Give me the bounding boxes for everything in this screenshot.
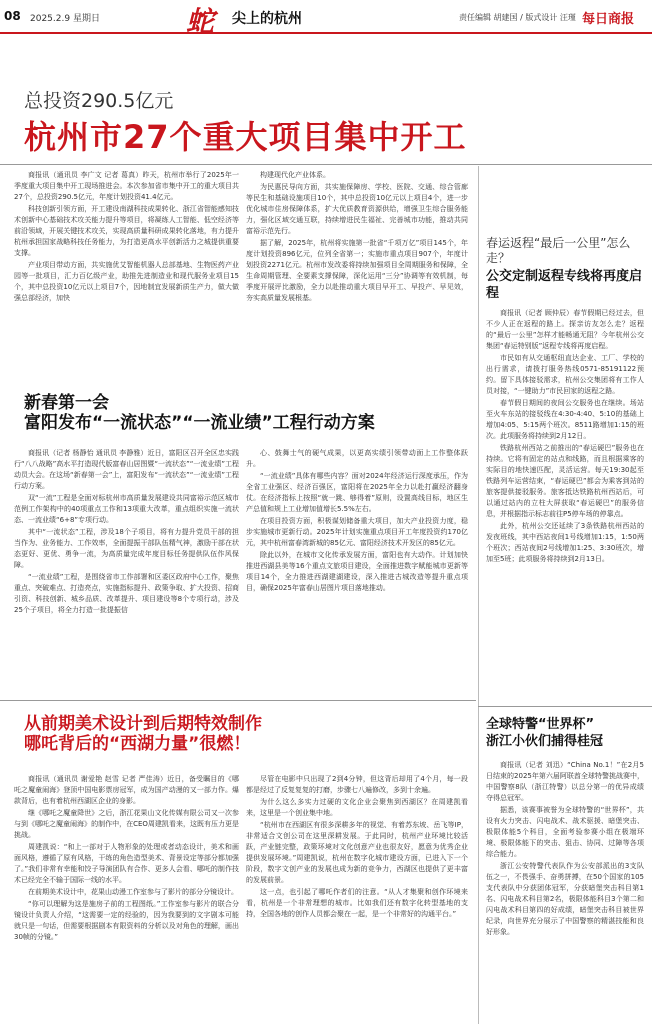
paragraph: 为民惠民导向方面，共实施保障房、学校、医院、交通、综合管廊等民生和基础设施项目10个，其中总投资10亿元以上项目4个，进一步优化城市住房保障体系，扩大优质教育资源供给，增强卫生综合服务能力，强化区域交通互联，持续增进民生福祉、完善城市功能，推动共同富裕示范先行。 xyxy=(246,183,468,235)
story3-column-1 xyxy=(14,774,239,1020)
paragraph: “杭州市在西湖区有很多深耕多年的视觉、有着苏东坡、岳飞等IP，非常适合文创公司在这里深耕发展。于此同时，杭州产业环境比较活跃，产业链完整，政策环境对文化创意产业也很友好，愿意为优秀企业提供发展环境。”周建凯说，杭州在数字化城市建设方面，已进入下一个阶段，数字文创产业的发展也成为新的竞争力，西湖区也提供了更丰富的发展前景。 xyxy=(246,821,468,884)
editor-credit: 责任编辑 胡建国 / 版式设计 汪瑾 xyxy=(459,13,576,22)
sidebar2-column xyxy=(486,760,644,1020)
sidebar2-headline xyxy=(486,716,646,750)
issue-date: 2025.2.9 星期日 xyxy=(30,14,100,24)
paragraph: 除此以外，在城市文化传承发展方面，富阳也有大动作。计划加快推进西湖县美等16个重点文旅项目建设，全面推进数字赋能城市更新等项目14个，全力推进西湖建湖建设，深入推进古城改造等提升重点项目，确保2025年富春山居图片项目落地推动。 xyxy=(246,551,468,592)
paragraph: 周建凯说：“和上一部对于人物形象的处理或者动态设计，美术和画面风格，遵循了原有风格，干练的角色造型美术、背景设定等部分都加强了。”我们非常有幸能和饺子导演团队有合作、更多人会看、哪吒的制作技术已经完全不输于国际一线的水平。 xyxy=(14,843,239,884)
sidebar1-column xyxy=(486,308,644,708)
paragraph: 产业项目带动方面，共实施优艾智能机器人总部基地、生物医药产业园等一批项目，汇力百亿级产业，助推先进制造业和现代服务业项目15个，其中总投资10亿元以上项目7个，因地制宜发展新质生产力，做大做强总部经济，加快 xyxy=(14,261,239,302)
paragraph: “一流业绩”具体有哪些内容？面对2024年经济运行深度承压，作为全省工业强区、经济百强区，富阳将在2025年全力以赴打赢经济翻身仗。在经济指标上按照“就一跳、够得着”原则，设置高线目标，地区生产总值和规上工业增加值增长5.5%左右。 xyxy=(246,472,468,513)
paper-name: 每日商报 xyxy=(582,12,635,27)
paragraph: 为什么这么多实力过硬的文化企业会聚焦到西湖区？在周建凯看来，这里是一个创业集中地。 xyxy=(246,798,468,817)
paragraph: 这一点，也引起了哪吒作者们的注意。“从人才集聚和创作环境来看，杭州是一个非常理想的城市。比如我们还有数字化转型基地的支持，全国各地的创作人员都会聚在一起，是一个非常好的沟通平台。” xyxy=(246,888,468,918)
paragraph: 商报讯（记者 刘迅）“China No.1！”在2月5日结束的2025年第六届阿联酋全球特警挑战赛中，中国警察8队（浙江特警）以总分第一的优异成绩夺得总冠军。 xyxy=(486,761,644,802)
story3-column-2 xyxy=(246,774,468,1020)
story1-subhead: 总投资290.5亿元 xyxy=(24,90,174,112)
paragraph: 在项目投资方面，积极谋划储备重大项目，加大产业投资力度，稳步实施城市更新行动。2025年计划实施重点项目开工年度投资约170亿元，其中杭州富春湾新城的85亿元、富阳经济技术开发区的85亿元。 xyxy=(246,517,468,547)
sidebar1-pre-headline: 春运返程“最后一公里”怎么走？ xyxy=(486,236,631,265)
story1-headline: 杭州市27个重大项目集中开工 xyxy=(24,118,467,156)
paragraph: 构建现代化产业体系。 xyxy=(260,171,330,179)
paragraph: 其中“一流状态”工程，涉及18个子项目，将有力提升党员干部的担当作为、业务能力、工作效率，全面提振干部队伍精气神，激励干部在状态更好、更优、勇争一流，为高质量完成年度目标任务提供队伍作风保障。 xyxy=(14,528,239,569)
story3-headline-line2: 哪吒背后的“西湖力量”很燃！ xyxy=(24,734,251,754)
paragraph: 据悉，该赛事被誉为全球特警的“世界杯”，共设有火力突击、闪电战术、战术驱援、暗堡突击、极限体能5个科目，全面考验参赛小组在极端环境、极限体能下的突击、狙击、协同、过障等各项综合能力。 xyxy=(486,806,644,858)
sidebar2-headline-line1: 全球特警“世界杯” xyxy=(486,717,595,732)
section-title: 尖上的杭州 xyxy=(232,11,302,27)
paragraph: 商报讯（通讯员 李广文 记者 葛真）昨天，杭州市举行了2025年一季度重大项目集中开工现场推进会。本次参加省市集中开工的重大项目共27个，总投资290.5亿元，年度计划投资41.4亿元。 xyxy=(14,171,239,201)
paragraph: 商报讯（通讯员 谢爱艳 赵雪 记者 严佳涛）近日，备受瞩目的《哪吒之魔童闹海》登顶中国电影票房冠军，成为国产动漫的又一部力作。爆款背后，也有着杭州西湖区企业的身影。 xyxy=(14,775,239,805)
story1-column-2 xyxy=(246,170,468,378)
sidebar-divider xyxy=(478,166,479,1024)
story2-column-2 xyxy=(246,448,468,680)
paragraph: 在前期美术设计中，花果山动漫工作室参与了影片的部分分镜设计。 xyxy=(28,888,238,896)
divider xyxy=(478,706,652,707)
paragraph: 心、鼓舞士气的硬气成果，以更高实绩引领带动面上工作整体跃升。 xyxy=(246,449,468,468)
page-number: 08 xyxy=(4,9,21,23)
story2-headline-line2: 富阳发布“一流状态”“一流业绩”工程行动方案 xyxy=(24,413,375,433)
paragraph: 此外，杭州公交还延续了3条铁路杭州西站的发夜班线，其中西站夜间1号线增加1:15，1:50两个班次；西站夜间2号线增加1:25、3:30班次，增加至5班；此项服务将持续到2月13日。 xyxy=(486,522,644,563)
paragraph: 铁路杭州西站之前推出的“春运硬巴”服务也在持续。它将有固定的站点和线路，而且根据乘客的实际目的地快速匹配，灵活运营。每天19:30起至铁路列车运营结束，“春运硬巴”都会为乘客到站的旅客提供接驳服务。旅客抵达铁路杭州西站后，可以通过站内的立柱大屏获取“春运硬巴”的服务信息，并根据指示标志前往P5停车场的停靠点。 xyxy=(486,444,644,518)
paragraph: 市民如有从交通枢纽直达企业、工厂、学校的出行需求，请拨打服务热线0571-85191122预约。留下具体接驳需求，杭州公交集团将有工作人员对接，“一键助力”市民回家的返程之路。 xyxy=(486,354,644,395)
story1-column-1 xyxy=(14,170,239,378)
paragraph: “你可以理解为这是施房子前的工程图纸。”工作室参与影片的联合分镜设计负责人介绍，“这需要一定的经验的，因为我要到的文字剧本可能就只是一句话，但需要根据剧本有限资料的分析以及对角色的理解，画出30帧的分镜。” xyxy=(14,900,239,941)
paragraph: 科技创新引领方面，开工建设南湖科技成果转化、浙江省智能感知技术创新中心基础技术攻关能力提升等项目，将凝练人工智能、低空经济等前沿领域，开展关键技术攻关，实现高质量科研成果转化落地，有力提升杭州承担国家战略科技任务能力，为打造更高水平创新活力之城提供重要支撑。 xyxy=(14,205,239,257)
paragraph: “一流业绩”工程，是围绕省市工作部署和区委区政府中心工作，聚焦重点、突破难点、打造亮点，实施指标提升、政策争取、扩大投资、招商引资、科技创新、城乡品质、改革提升、项目建设等8个专项行动，涉及25个子项目，将全力打造一批提振信 xyxy=(14,573,239,614)
section-logo-char: 蛇 xyxy=(186,5,214,38)
paragraph: 商报讯（记者 杨静怡 通讯员 李静雅）近日，富阳区召开全区忠实践行“八八战略”高水平打造现代版富春山居图暨“一流状态”“一流业绩”工程动员大会。在这场“新春第一会”上，富阳发布“一流状态”“一流业绩”工程行动方案。 xyxy=(14,449,239,490)
sidebar1-headline: 公交定制返程专线将再度启程 xyxy=(486,269,643,301)
sidebar2-headline-line2: 浙江小伙们捕得桂冠 xyxy=(486,734,604,749)
paragraph: 商报讯（记者 顾仲辰）春节假期已经过去，但不少人正在返程的路上。探亲访友怎么走？返程的“最后一公里”怎样才能畅通无阻？今年杭州公交集团“春运特别版”返程专线将再度启程。 xyxy=(486,309,644,350)
paragraph: 继《哪吒之魔童降世》之后，浙江花果山文化传媒有限公司又一次参与到《哪吒之魔童闹海》的制作中，在CEO周建凯看来，这既有压力更是挑战。 xyxy=(14,809,239,839)
masthead xyxy=(0,0,652,38)
paragraph: 尽管在电影中只出现了2到4分钟，但这背后却用了4个月，每一段都是经过了反复复复的打磨，步骤七八遍修改，多到十余遍。 xyxy=(246,775,468,794)
story2-column-1 xyxy=(14,448,239,680)
paragraph: 春节假日期间的夜间公交服务也在继续。场站至火车东站的接驳线在4:30-4:40、5:10的基础上增加4:05、5:15两个班次。8511路增加1:15的班次。此项服务将持续到2月12日。 xyxy=(486,399,644,440)
paragraph: 浙江公安特警代表队作为公安部派出的3支队伍之一，不畏强手、奋勇拼搏，在50个国家的105支代表队中分获团体冠军，分获暗堡突击科目第1名、闪电战术科目第2名，极限体能科目3个第二和闪电战术科目第四的好成绩，暗堡突击科目被世界纪录，向世界充分展示了中国警察的精湛技能和良好形象。 xyxy=(486,862,644,936)
divider xyxy=(0,164,652,165)
story3-headline-line1: 从前期美术设计到后期特效制作 xyxy=(24,714,262,734)
paragraph: 据了解，2025年，杭州将实施第一批省“千项万亿”项目145个，年度计划投资896亿元，位列全省第一；实施市重点项目907个，年度计划投资2271亿元。杭州市发改委将持续加强项目全周期服务和保障，全生命周期管理、全要素支撑保障，深化运用“三分”协调等有效机制，每季度开展评比激励，全力以赴推动重大项目早开工、早投产、早见效，夯实高质量发展根基。 xyxy=(246,239,468,302)
story2-headline-line1: 新春第一会 xyxy=(24,393,109,413)
paragraph: 双“一流”工程是全面对标杭州市高质量发展建设共同富裕示范区城市范例工作架构中的40项重点工作和13项重大改革，重点组织实施一流状态、一流业绩“6+8”专项行动。 xyxy=(14,494,239,524)
divider xyxy=(0,700,476,701)
